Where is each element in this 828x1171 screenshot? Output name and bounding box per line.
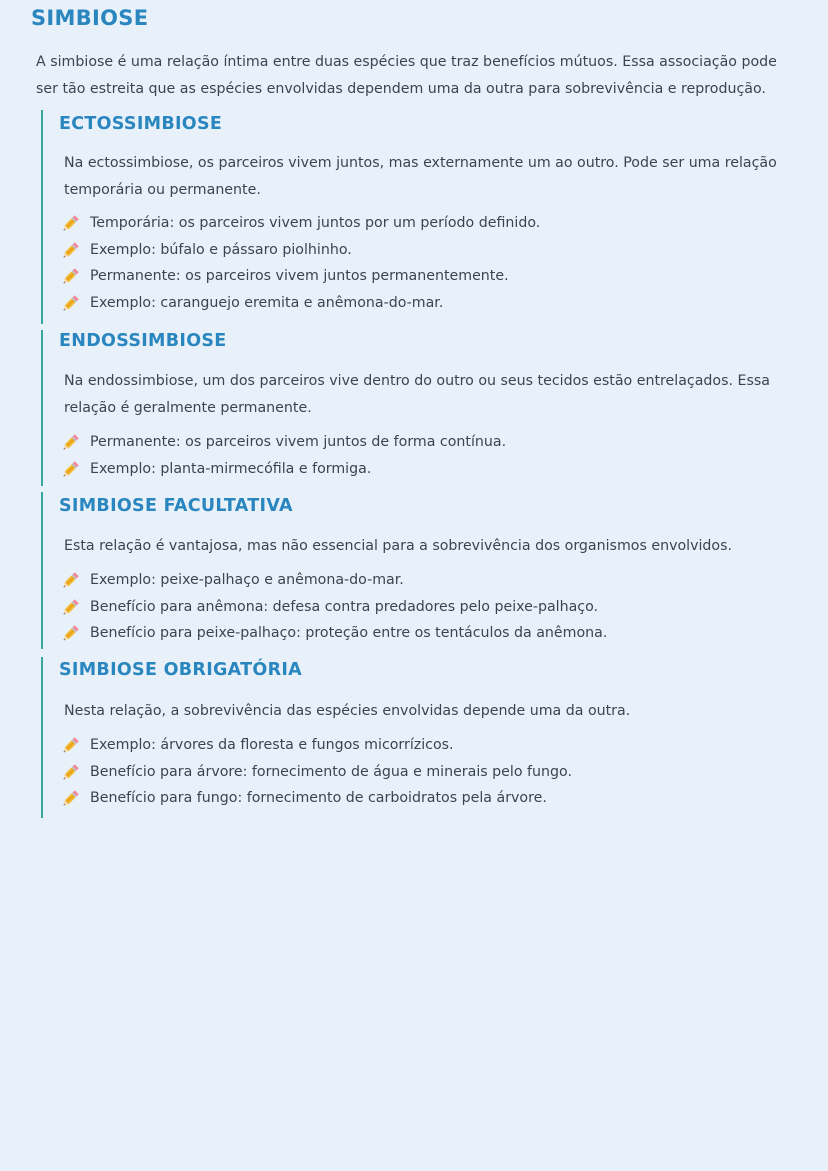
pencil-icon xyxy=(60,294,80,314)
pencil-icon xyxy=(60,214,80,234)
intro-paragraph: A simbiose é uma relação íntima entre duas espécies que traz benefícios mútuos. Essa associação pode ser tão estreita que as espécies envolvidas dependem uma da outra para sobrevivência e reprodução. xyxy=(36,54,777,97)
list-item-text: Permanente: os parceiros vivem juntos de forma contínua. xyxy=(90,434,507,450)
list-item-text: Exemplo: caranguejo eremita e anêmona-do-mar. xyxy=(90,294,444,311)
section-title: SIMBIOSE OBRIGATÓRIA xyxy=(59,660,303,680)
section-endossimbiose xyxy=(41,330,801,486)
section-description: Esta relação é vantajosa, mas não essencial para a sobrevivência dos organismos envolvidos. xyxy=(64,538,733,554)
list-item xyxy=(58,290,540,317)
page-title: SIMBIOSE xyxy=(31,6,149,30)
list-item xyxy=(58,759,572,786)
section-simbiose-obrigatoria xyxy=(41,657,801,818)
pencil-icon xyxy=(60,736,80,756)
section-simbiose-facultativa xyxy=(41,492,801,649)
section-title: ECTOSSIMBIOSE xyxy=(59,114,223,134)
list-item xyxy=(58,785,572,812)
list-item xyxy=(58,237,540,264)
section-title: SIMBIOSE FACULTATIVA xyxy=(59,496,293,516)
list-item-text: Exemplo: peixe-palhaço e anêmona-do-mar. xyxy=(90,572,404,588)
pencil-icon xyxy=(60,763,80,783)
bullet-list xyxy=(58,429,506,482)
list-item-text: Exemplo: planta-mirmecófila e formiga. xyxy=(90,460,372,477)
pencil-icon xyxy=(60,598,80,618)
list-item-text: Benefício para anêmona: defesa contra predadores pelo peixe-palhaço. xyxy=(90,598,599,615)
section-description: Na endossimbiose, um dos parceiros vive dentro do outro ou seus tecidos estão entrelaçados. Essa relação é geralmente permanente. xyxy=(64,373,770,416)
pencil-icon xyxy=(60,433,80,453)
list-item xyxy=(58,263,540,290)
bullet-list xyxy=(58,567,607,647)
list-item xyxy=(58,429,506,456)
pencil-icon xyxy=(60,267,80,287)
section-description: Na ectossimbiose, os parceiros vivem juntos, mas externamente um ao outro. Pode ser uma relação temporária ou permanente. xyxy=(64,155,777,198)
list-item-text: Exemplo: búfalo e pássaro piolhinho. xyxy=(90,241,352,258)
section-ectossimbiose xyxy=(41,110,801,324)
list-item-text: Permanente: os parceiros vivem juntos permanentemente. xyxy=(90,268,509,285)
pencil-icon xyxy=(60,789,80,809)
list-item-text: Benefício para árvore: fornecimento de água e minerais pelo fungo. xyxy=(90,763,572,780)
list-item-text: Benefício para fungo: fornecimento de carboidratos pela árvore. xyxy=(90,790,547,807)
list-item xyxy=(58,594,607,621)
list-item-text: Temporária: os parceiros vivem juntos por um período definido. xyxy=(90,215,541,231)
bullet-list xyxy=(58,210,540,316)
pencil-icon xyxy=(60,624,80,644)
pencil-icon xyxy=(60,460,80,480)
list-item-text: Benefício para peixe-palhaço: proteção entre os tentáculos da anêmona. xyxy=(90,625,608,642)
section-title: ENDOSSIMBIOSE xyxy=(59,331,227,351)
pencil-icon xyxy=(60,571,80,591)
list-item xyxy=(58,567,607,594)
list-item xyxy=(58,620,607,647)
pencil-icon xyxy=(60,241,80,261)
list-item xyxy=(58,210,540,237)
list-item xyxy=(58,456,506,483)
bullet-list xyxy=(58,732,572,812)
section-description: Nesta relação, a sobrevivência das espécies envolvidas depende uma da outra. xyxy=(64,703,631,719)
list-item xyxy=(58,732,572,759)
list-item-text: Exemplo: árvores da floresta e fungos micorrízicos. xyxy=(90,737,454,753)
